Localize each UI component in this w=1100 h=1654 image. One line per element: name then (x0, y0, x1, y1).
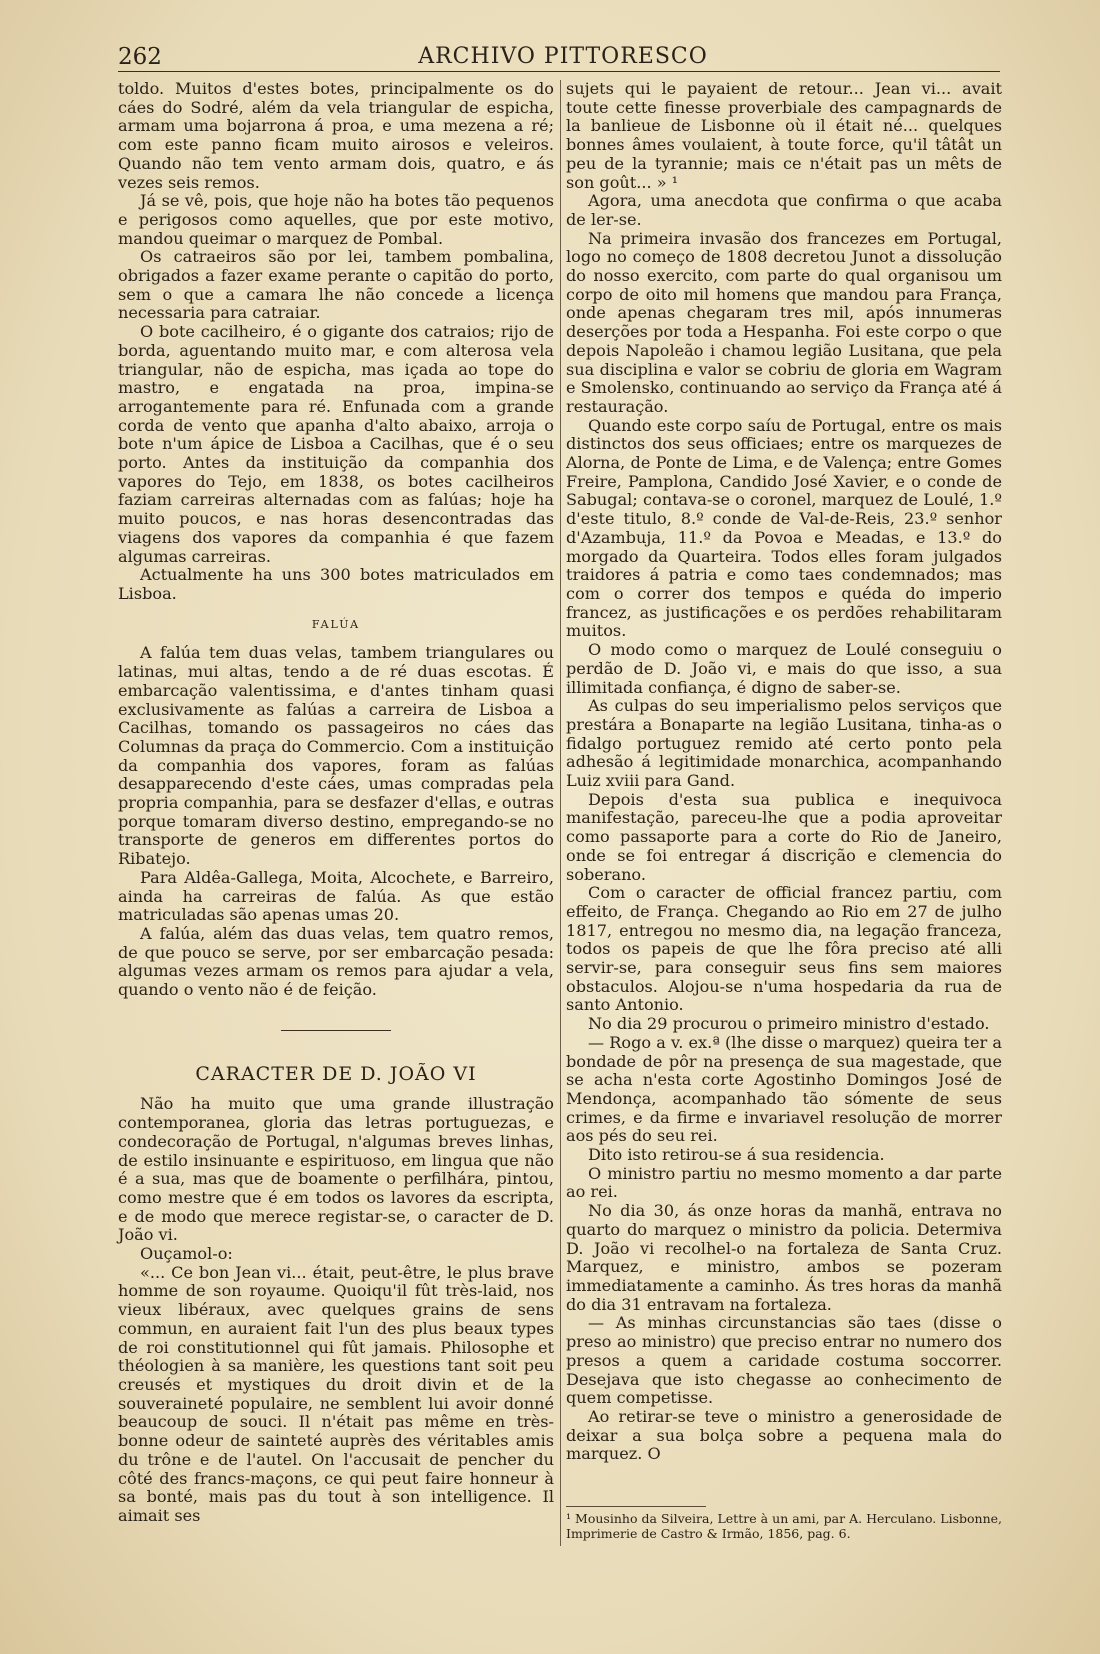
paragraph: Ouçamol-o: (140, 1244, 233, 1264)
paragraph: Ao retirar-se teve o ministro a generosidade de deixar a sua bolça sobre a pequena mala do marquez. O (566, 1406, 1002, 1464)
section-subheading: FALÚA (311, 617, 361, 631)
journal-title: ARCHIVO PITTORESCO (418, 44, 708, 69)
paragraph: Actualmente ha uns 300 botes matriculados em Lisboa. (118, 565, 554, 603)
paragraph: Quando este corpo saíu de Portugal, entre os mais distinctos dos seus officiaes; entre os marquezes de Alorna, de Ponte de Lima, e de Valença; entre Gomes Freire, Pamplona, Candido José Xavier, e o conde de Sabugal; contava-se o coronel, marquez de Loulé, 1.º d'este titulo, 8.º conde de Val-de-Reis, 23.º senhor d'Azambuja, 11.º da Povoa e Meadas, e 13.º do morgado da Quarteira. Todos elles foram julgados traidores á patria e como taes condemnados; mas com o correr dos tempos e quéda do imperio francez, as justificações e os perdões rehabilitaram muitos. (566, 415, 1002, 641)
quotation-continued: sujets qui le payaient de retour... Jean vi... avait toute cette finesse proverbiale des campagnards de la banlieue de Lisbonne où il était né... quelques bonnes âmes voulaient, à toute force, qu'il tâtât un peu de la tyrannie; mais ce n'était pas un mêts de son goût... » ¹ (566, 79, 1002, 192)
paragraph: A falúa, além das duas velas, tem quatro remos, de que pouco se serve, por ser embarcação pesada: algumas vezes armam os remos para ajudar a vela, quando o vento não é de feição. (118, 923, 554, 1000)
paragraph: A falúa tem duas velas, tambem triangulares ou latinas, mui altas, tendo a de ré duas escotas. É embarcação valentissima, e d'antes tinham quasi exclusivamente as falúas a carreira de Lisboa a Cacilhas, tomando os passageiros no cáes das Columnas da praça do Commercio. Com a instituição da companhia dos vapores, foram as falúas desapparecendo d'este cáes, umas compradas pela propria companhia, para se desfazer d'ellas, e outras porque tomaram diverso destino, empregando-se no transporte de generos em differentes portos do Ribatejo. (118, 643, 554, 869)
right-column (566, 80, 1002, 1464)
paragraph: No dia 30, ás onze horas da manhã, entrava no quarto do marquez o ministro da policia. Determiva D. João vi recolhel-o na fortaleza de Santa Cruz. Marquez, e ministro, ambos se pozeram immediatamente a caminho. Ás tres horas da manhã do dia 31 entravam na fortaleza. (566, 1201, 1002, 1314)
footnote: ¹ Mousinho da Silveira, Lettre à un ami, par A. Herculano. Lisbonne, Imprimerie de Castro & Irmão, 1856, pag. 6. (566, 1511, 1002, 1541)
paragraph: Depois d'esta sua publica e inequivoca manifestação, pareceu-lhe que a podia aproveitar como passaporte para a corte do Rio de Janeiro, onde se foi entregar á discrição e clemencia do soberano. (566, 789, 1002, 884)
section-separator (281, 1030, 391, 1031)
page-header (118, 44, 1008, 74)
paragraph: O bote cacilheiro, é o gigante dos catraios; rijo de borda, aguentando muito mar, e com alterosa vela triangular, não de espicha, mas içada ao tope do mastro, e engatada na proa, impina-se arrogantemente para ré. Enfunada com a grande corda de vento que apanha d'alto abaixo, arroja o bote n'um ápice de Lisboa a Cacilhas, que é o seu porto. Antes da instituição da companhia dos vapores do Tejo, em 1838, os botes cacilheiros faziam carreiras alternadas com as falúas; hoje ha muito poucos, e nas horas desencontradas das viagens dos vapores da companhia é que fazem algumas carreiras. (118, 322, 554, 566)
paragraph: O ministro partiu no mesmo momento a dar parte ao rei. (566, 1163, 1002, 1202)
paragraph: Para Aldêa-Gallega, Moita, Alcochete, e Barreiro, ainda ha carreiras de falúa. As que estão matriculadas são apenas umas 20. (118, 867, 554, 925)
paragraph: toldo. Muitos d'estes botes, principalmente os do cáes do Sodré, além da vela triangular de espicha, armam uma bojarrona á proa, e uma mezena a ré; com este panno ficam muito airosos e veleiros. Quando não tem vento armam dois, quatro, e ás vezes seis remos. (118, 79, 554, 192)
paragraph: Não ha muito que uma grande illustração contemporanea, gloria das letras portuguezas, e condecoração de Portugal, n'algumas breves linhas, de estilo insinuante e espirituoso, em lingua que não é a sua, mas que de boamente o perfilhára, pintou, como mestre que é em todos os lavores da escripta, e de modo que merece registar-se, o caracter de D. João vi. (118, 1094, 554, 1245)
paragraph: — As minhas circunstancias são taes (disse o preso ao ministro) que preciso entrar no numero dos presos a quem a caridade costuma soccorrer. Desejava que isto chegasse ao conhecimento de quem competisse. (566, 1313, 1002, 1408)
paragraph: Dito isto retirou-se á sua residencia. (588, 1145, 885, 1165)
page-number: 262 (118, 44, 162, 70)
paragraph: Já se vê, pois, que hoje não ha botes tão pequenos e perigosos como aquelles, que por este motivo, mandou queimar o marquez de Pombal. (118, 191, 554, 248)
paragraph: As culpas do seu imperialismo pelos serviços que prestára a Bonaparte na legião Lusitana, tinha-as o fidalgo portuguez remido até certo ponto pela adhesão á legitimidade monarchica, acompanhando Luiz xviii para Gand. (566, 696, 1002, 791)
paragraph: O modo como o marquez de Loulé conseguiu o perdão de D. João vi, e mais do que isso, a sua illimitada confiança, é digno de saber-se. (566, 640, 1002, 697)
paragraph: Na primeira invasão dos francezes em Portugal, logo no começo de 1808 decretou Junot a dissolução do nosso exercito, com parte do qual organisou um corpo de oito mil homens que mandou para França, onde apenas chegaram tres mil, após innumeras deserções por toda a Hespanha. Foi este corpo o que depois Napoleão i chamou legião Lusitana, que pela sua disciplina e valor se cobriu de gloria em Wagram e Smolensko, continuando ao serviço da França até á restauração. (566, 228, 1002, 416)
paragraph: No dia 29 procurou o primeiro ministro d'estado. (588, 1014, 990, 1034)
header-rule (118, 71, 1000, 72)
paragraph: — Rogo a v. ex.ª (lhe disse o marquez) queira ter a bondade de pôr na presença de sua magestade, que se acha n'esta corte Agostinho Domingos José de Mendonça, acompanhado tão sómente de seus crimes, e da firme e invariavel resolução de morrer aos pés do seu rei. (566, 1032, 1002, 1146)
column-divider (560, 80, 561, 1546)
paragraph: Com o caracter de official francez partiu, com effeito, de França. Chegando ao Rio em 27 de julho 1817, entregou no mesmo dia, na legação franceza, todos os papeis de que lhe fôra preciso até alli servir-se, para conseguir seus fins sem maiores obstaculos. Alojou-se n'uma hospedaria da rua de santo Antonio. (566, 883, 1002, 1015)
paragraph: Agora, uma anecdota que confirma o que acaba de ler-se. (566, 191, 1002, 229)
left-column (118, 80, 554, 1526)
paragraph: Os catraeiros são por lei, tambem pombalina, obrigados a fazer exame perante o capitão do porto, sem o que a camara lhe não concede a licença necessaria para catraiar. (118, 247, 554, 323)
footnote-rule (566, 1506, 706, 1507)
quotation: «... Ce bon Jean vi... était, peut-être, le plus brave homme de son royaume. Quoiqu'il fût très-laid, nos vieux libéraux, avec quelques grains de sens commun, en auraient fait l'un des plus beaux types de roi constitutionnel qui fût jamais. Philosophe et théologien à sa manière, les questions tant soit peu creusés et mystiques du droit divin et de la souveraineté populaire, ne semblent lui avoir donné beaucoup de souci. Il n'était pas même en très-bonne odeur de sainteté auprès des véritables amis du trône e de l'autel. On l'accusait de pencher du côté des francs-maçons, ce qui peut faire honneur à sa bonté, mais pas du tout à son intelligence. Il aimait ses (118, 1262, 554, 1525)
article-heading: CARACTER DE D. JOÃO VI (195, 1062, 477, 1085)
